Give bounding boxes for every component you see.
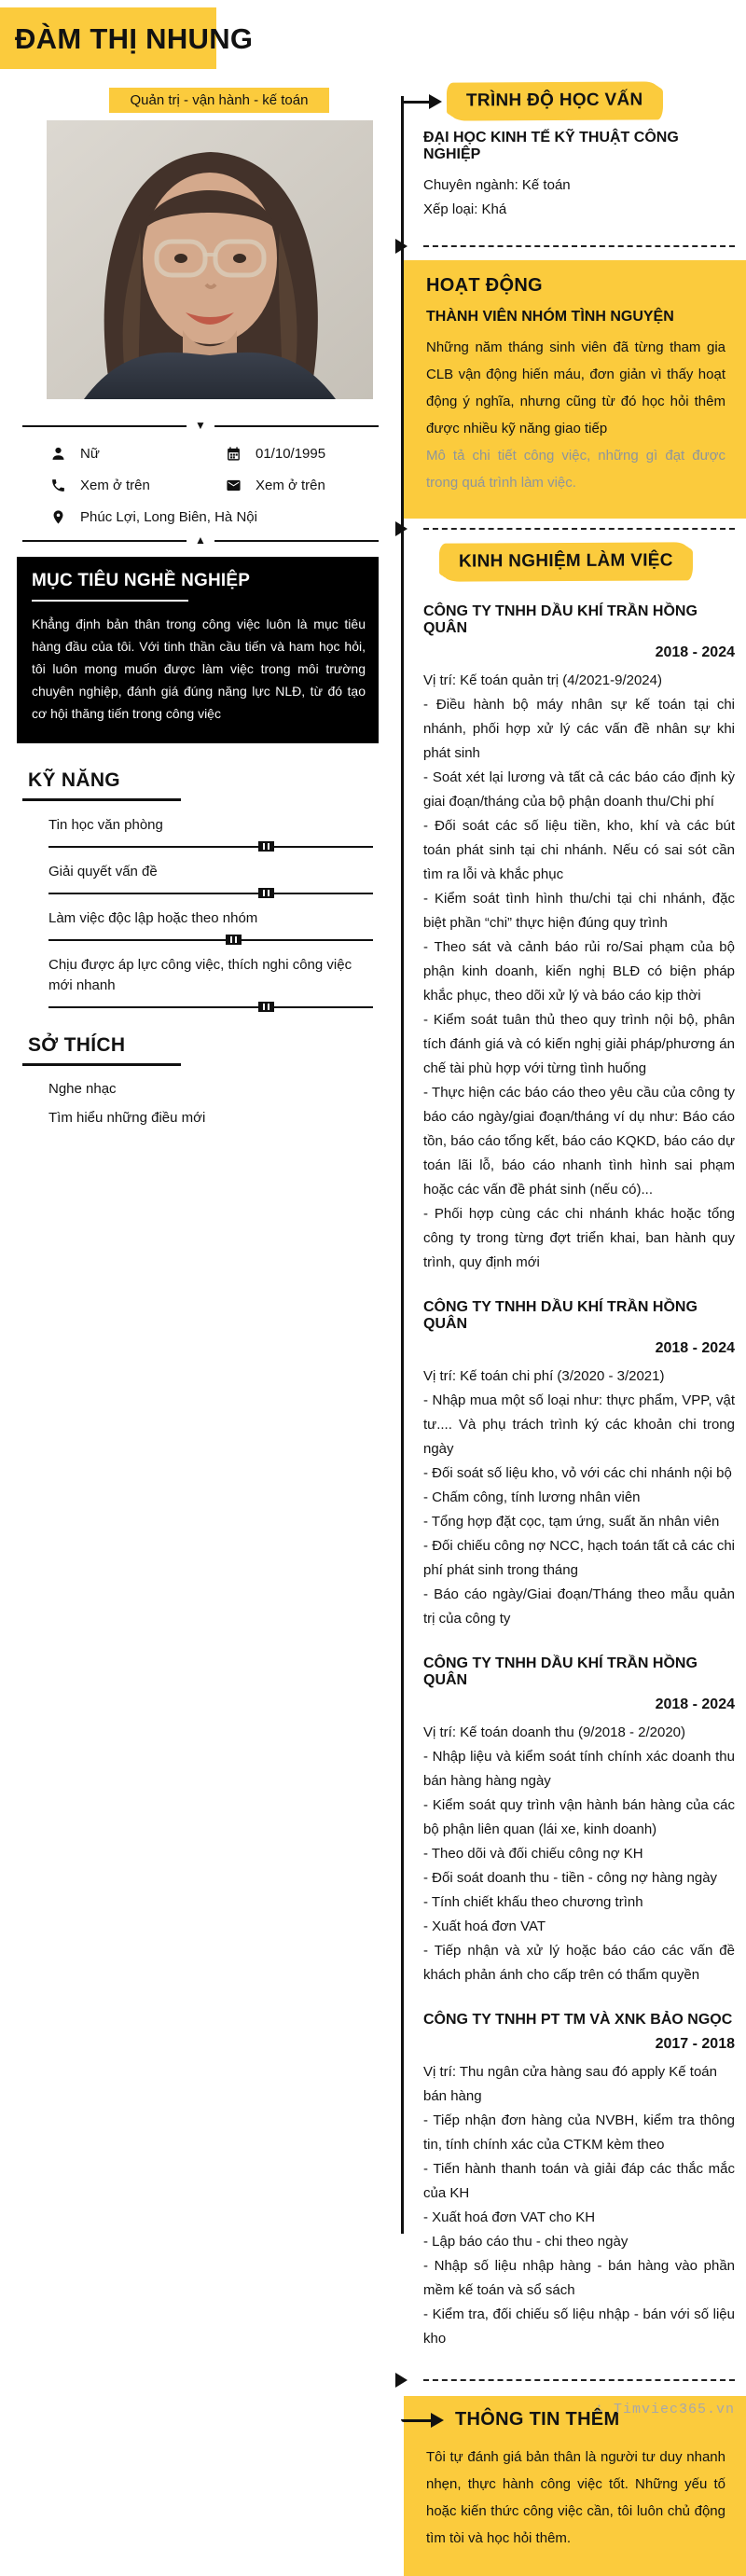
phone-icon [50, 478, 66, 493]
contact-gender [50, 446, 226, 462]
activities-title: HOẠT ĐỘNG [426, 275, 543, 296]
job-company: CÔNG TY TNHH DẦU KHÍ TRẦN HỒNG QUÂN [423, 1299, 698, 1332]
job-entry [401, 1655, 746, 1987]
skill-item [48, 908, 379, 941]
skill-label: Chịu được áp lực công việc, thích nghi công việc mới nhanh [48, 957, 352, 993]
job-bullets [401, 1389, 746, 1631]
experience-jobs [401, 603, 746, 2351]
job-bullet: - Đối soát số liệu kho, vỏ với các chi nhánh nội bộ [423, 1465, 732, 1481]
skill-item [48, 862, 379, 894]
job-bullet: - Tiếp nhận và xử lý hoặc báo cáo các vấn đề khách phản ánh cho cấp trên có thẩm quyền [423, 1943, 735, 1983]
job-bullets [401, 1745, 746, 1987]
calendar-icon [226, 446, 242, 462]
skill-level-marker [258, 888, 274, 898]
section-separator [401, 528, 735, 530]
job-bullet: - Tiếp nhận đơn hàng của NVBH, kiểm tra thông tin, tính chính xác của CTKM kèm theo [423, 2112, 735, 2153]
experience-title: KINH NGHIỆM LÀM VIỆC [442, 544, 690, 579]
arrow-right-icon [401, 2413, 444, 2428]
job-bullet: - Kiểm soát tuân thủ theo quy trình nội bộ, phân tích đánh giá và có kiến nghị giải pháp/phương án chế tài phù hợp với từng tình huống [423, 1012, 735, 1076]
skill-bar [48, 1006, 373, 1008]
job-position: Vị trí: Kế toán quản trị (4/2021-9/2024) [423, 672, 662, 688]
activities-placeholder: Mô tả chi tiết công việc, những gì đạt được trong quá trình làm việc. [426, 448, 725, 491]
job-bullet: - Kiểm soát tình hình thu/chi tại chi nhánh, đặc biệt phần “chi” thực hiện đúng quy trình [423, 891, 735, 931]
job-position: Vị trí: Thu ngân cửa hàng sau đó apply Kế toán bán hàng [423, 2064, 717, 2104]
job-bullet: - Đối chiếu công nợ NCC, hạch toán tất cả các chi phí phát sinh trong tháng [423, 1538, 735, 1578]
contact-birthday-value: 01/10/1995 [256, 446, 326, 462]
section-separator [401, 2379, 735, 2381]
contact-address [50, 509, 379, 525]
activities-subtitle: THÀNH VIÊN NHÓM TÌNH NGUYỆN [426, 309, 674, 325]
hobby-item: Nghe nhạc [48, 1081, 117, 1097]
job-position: Vị trí: Kế toán chi phí (3/2020 - 3/2021) [423, 1368, 665, 1384]
more-info-section [404, 2396, 746, 2576]
job-company: CÔNG TY TNHH DẦU KHÍ TRẦN HỒNG QUÂN [423, 603, 698, 636]
divider-bottom [22, 533, 379, 547]
job-bullet: - Báo cáo ngày/Giai đoạn/Tháng theo mẫu quản trị của công ty [423, 1586, 735, 1627]
email-icon [226, 478, 242, 493]
job-position: Vị trí: Kế toán doanh thu (9/2018 - 2/2020) [423, 1724, 686, 1740]
hobbies-underline [22, 1063, 181, 1066]
name-block [0, 0, 401, 82]
skill-level-marker [226, 935, 242, 945]
profile-photo [47, 120, 373, 399]
profile-photo-illustration [47, 120, 373, 399]
section-separator [401, 245, 735, 247]
education-header [401, 84, 746, 118]
job-bullet: - Xuất hoá đơn VAT cho KH [423, 2209, 596, 2225]
contact-gender-value: Nữ [80, 446, 100, 462]
hobby-item: Tìm hiểu những điều mới [48, 1110, 206, 1126]
education-major: Chuyên ngành: Kế toán [423, 177, 571, 193]
site-watermark: ∴ Timviec365.vn [594, 2402, 735, 2417]
skill-label: Giải quyết vấn đề [48, 864, 158, 879]
experience-header [442, 545, 746, 579]
divider-top [22, 419, 379, 432]
skill-bar [48, 893, 373, 894]
contact-address-value: Phúc Lợi, Long Biên, Hà Nội [80, 509, 257, 525]
skill-bar [48, 846, 373, 848]
job-bullet: - Theo dõi và đối chiếu công nợ KH [423, 1846, 643, 1862]
education-school: ĐẠI HỌC KINH TẾ KỸ THUẬT CÔNG NGHIỆP [423, 130, 679, 162]
job-period: 2018 - 2024 [655, 644, 735, 660]
job-period: 2018 - 2024 [655, 1697, 735, 1712]
contact-birthday [226, 446, 379, 462]
job-bullet: - Tổng hợp đặt cọc, tạm ứng, suất ăn nhân viên [423, 1514, 720, 1530]
hobbies-title: SỞ THÍCH [28, 1034, 126, 1056]
education-title: TRÌNH ĐỘ HỌC VẤN [449, 83, 660, 118]
person-icon [50, 446, 66, 462]
job-bullet: - Theo sát và cảnh báo rủi ro/Sai phạm của bộ phận kinh doanh, kiến nghị BLĐ có biện pháp khắc phục, theo dõi xử lý và báo cáo kịp thời [423, 939, 735, 1004]
job-entry [401, 2012, 746, 2351]
activities-section [404, 260, 746, 519]
divider-down-icon: ▼ [186, 419, 214, 432]
activities-body: Những năm tháng sinh viên đã từng tham gia CLB vận động hiến máu, đơn giản vì thấy hoạt động ý nghĩa, nhưng cũng từ đó học hỏi thêm được nhiều kỹ năng giao tiếp [426, 339, 725, 436]
timeline-line [401, 96, 404, 2234]
job-entry [401, 1299, 746, 1631]
objective-title: MỤC TIÊU NGHỀ NGHIỆP [32, 571, 251, 590]
job-company: CÔNG TY TNHH PT TM VÀ XNK BẢO NGỌC [423, 2012, 733, 2028]
skills-list [0, 815, 401, 1008]
candidate-headline: Quản trị - vận hành - kế toán [109, 88, 329, 113]
job-bullet: - Kiểm tra, đối chiếu số liệu nhập - bán với số liệu kho [423, 2306, 735, 2347]
skill-level-marker [258, 1002, 274, 1012]
right-column [401, 0, 746, 2546]
job-bullet: - Đối soát doanh thu - tiền - công nợ hàng ngày [423, 1870, 718, 1886]
job-bullet: - Tiến hành thanh toán và giải đáp các thắc mắc của KH [423, 2161, 735, 2201]
skill-level-marker [258, 841, 274, 852]
job-company: CÔNG TY TNHH DẦU KHÍ TRẦN HỒNG QUÂN [423, 1655, 698, 1688]
objective-body: Khẳng định bản thân trong công việc luôn là mục tiêu hàng đầu của tôi. Với tinh thần cầu tiến và ham học hỏi, tôi luôn mong muốn được làm việc trong môi trường chuyên nghiệp, đánh giá đúng năng lực NLĐ, từ đó tạo cơ hội thăng tiến trong công việc [32, 616, 366, 721]
job-bullet: - Nhập liệu và kiểm soát tính chính xác doanh thu bán hàng hàng ngày [423, 1749, 735, 1789]
job-bullet: - Phối hợp cùng các chi nhánh khác hoặc tổng công ty trong từng đợt triển khai, ban hành quy trình, quy định mới [423, 1206, 735, 1270]
skills-underline [22, 798, 181, 801]
arrow-right-icon [401, 94, 442, 109]
skill-bar [48, 939, 373, 941]
job-bullet: - Chấm công, tính lương nhân viên [423, 1489, 641, 1505]
more-info-title: THÔNG TIN THÊM [455, 2409, 620, 2430]
contact-info [50, 446, 379, 525]
skills-title: KỸ NĂNG [28, 769, 120, 791]
objective-underline [32, 600, 188, 602]
divider-up-icon: ▲ [186, 533, 214, 547]
job-bullet: - Lập báo cáo thu - chi theo ngày [423, 2234, 629, 2250]
contact-phone [50, 478, 226, 493]
objective-section [17, 557, 379, 743]
job-bullet: - Nhập mua một số loại như: thực phẩm, VPP, vật tư.... Và phụ trách trình ký các khoản chi trong ngày [423, 1392, 735, 1457]
job-period: 2018 - 2024 [655, 1340, 735, 1356]
job-bullets [401, 2109, 746, 2351]
hobbies-list [0, 1081, 401, 1126]
job-bullet: - Xuất hoá đơn VAT [423, 1918, 546, 1934]
job-bullet: - Đối soát các số liệu tiền, kho, khí và các bút toán phát sinh tại chi nhánh. Nếu có sai sót cần tìm ra lỗi và khắc phục [423, 818, 735, 882]
job-bullet: - Thực hiện các báo cáo theo yêu cầu của công ty báo cáo ngày/giai đoạn/tháng ví dụ như: Báo cáo tồn, báo cáo tổng kết, báo cáo KQKD, báo cáo dự toán lãi lỗ, báo cáo nhanh tình hình sai phạm hoặc các vấn đề phát sinh (nếu có)... [423, 1085, 735, 1198]
job-bullet: - Soát xét lại lương và tất cả các báo cáo định kỳ giai đoạn/tháng của bộ phận doanh thu/Chi phí [423, 769, 735, 810]
job-period: 2017 - 2018 [655, 2036, 735, 2052]
job-bullets [401, 693, 746, 1275]
skill-item [48, 955, 379, 1008]
job-bullet: - Điều hành bộ máy nhân sự kế toán tại chi nhánh, phối hợp xử lý các vấn đề nhân sự khi phát sinh [423, 697, 735, 761]
skill-item [48, 815, 379, 848]
skill-label: Làm việc độc lập hoặc theo nhóm [48, 910, 258, 926]
education-grade: Xếp loại: Khá [423, 201, 507, 217]
job-bullet: - Tính chiết khấu theo chương trình [423, 1894, 643, 1910]
contact-email [226, 478, 379, 493]
contact-phone-value: Xem ở trên [80, 478, 150, 493]
more-info-body: Tôi tự đánh giá bản thân là người tư duy nhanh nhẹn, thực hành công việc tốt. Những yếu tố hoặc kiến thức công việc cần, tôi luôn chủ động tìm tòi và học hỏi thêm. [426, 2449, 725, 2546]
contact-email-value: Xem ở trên [256, 478, 325, 493]
skill-label: Tin học văn phòng [48, 817, 163, 833]
candidate-name: ĐÀM THỊ NHUNG [15, 22, 254, 55]
location-icon [50, 509, 66, 525]
job-entry [401, 603, 746, 1275]
job-bullet: - Kiểm soát quy trình vận hành bán hàng của các bộ phận liên quan (lái xe, kinh doanh) [423, 1797, 735, 1837]
job-bullet: - Nhập số liệu nhập hàng - bán hàng vào phần mềm kế toán và sổ sách [423, 2258, 735, 2298]
